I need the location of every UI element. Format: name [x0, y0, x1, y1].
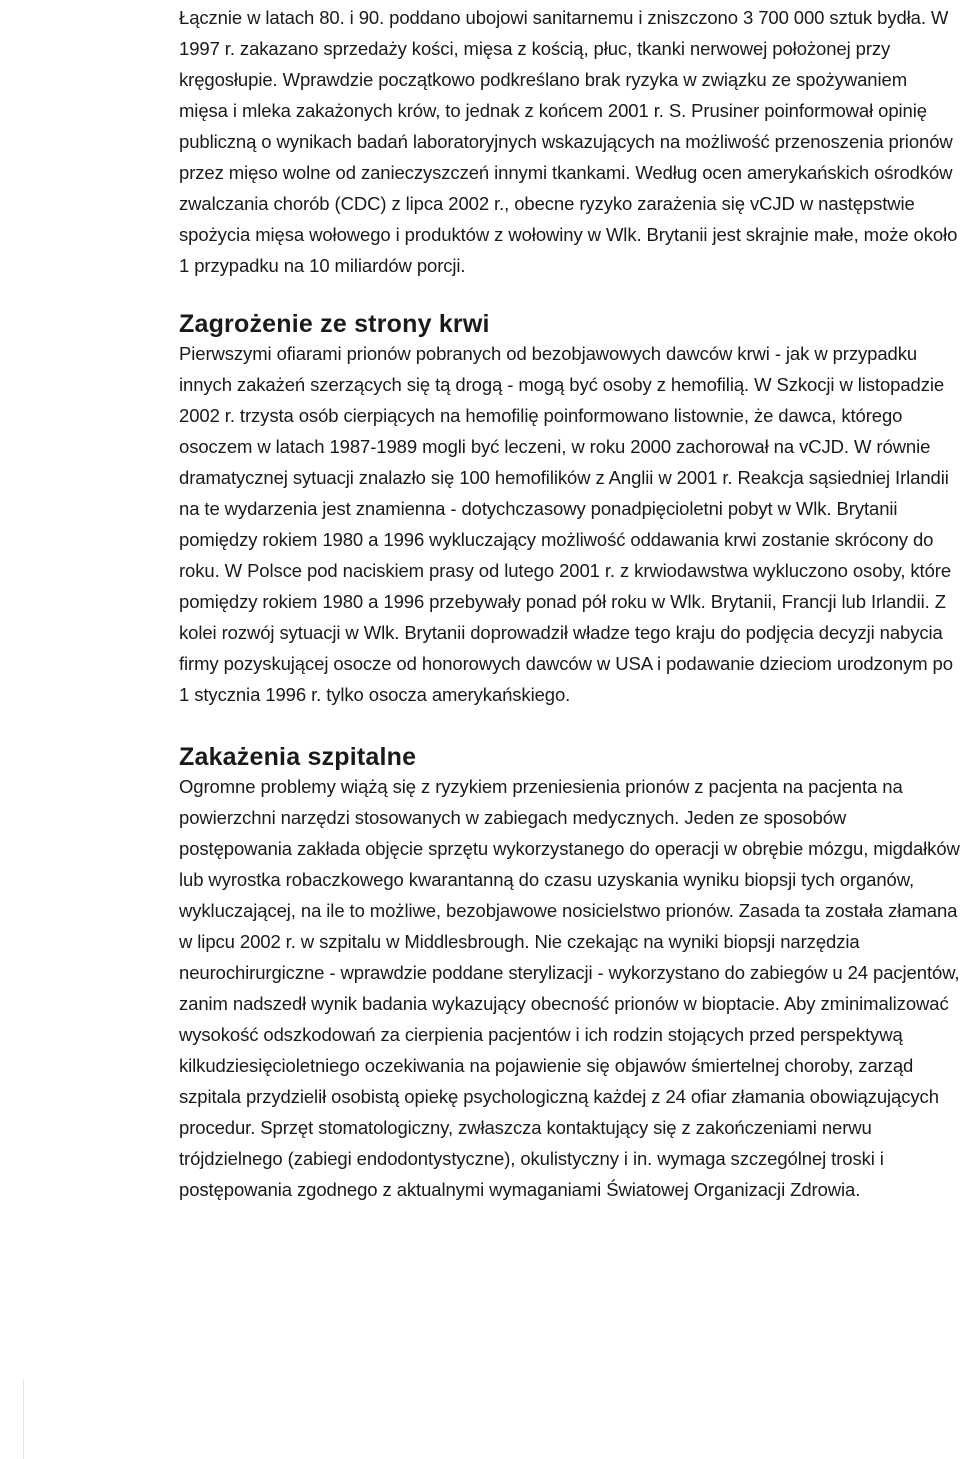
intro-paragraph: Łącznie w latach 80. i 90. poddano ubojowi sanitarnemu i zniszczono 3 700 000 sztuk bydła. W 1997 r. zakazano sprzedaży kości, mięsa z kością, płuc, tkanki nerwowej położonej przy kręgosłupie. Wprawdzie początkowo podkreślano brak ryzyka w związku ze spożywaniem mięsa i mleka zakażonych krów, to jednak z końcem 2001 r. S. Prusiner poinformował opinię publiczną o wynikach badań laboratoryjnych wskazujących na możliwość przenoszenia prionów przez mięso wolne od zanieczyszczeń innymi tkankami. Według ocen amerykańskich ośrodków zwalczania chorób (CDC) z lipca 2002 r., obecne ryzyko zarażenia się vCJD w następstwie spożycia mięsa wołowego i produktów z wołowiny w Wlk. Brytanii jest skrajnie małe, może około 1 przypadku na 10 miliardów porcji. — [179, 7, 958, 276]
blood-risk-paragraph: Pierwszymi ofiarami prionów pobranych od bezobjawowych dawców krwi - jak w przypadku innych zakażeń szerzących się tą drogą - mogą być osoby z hemofilią. W Szkocji w listopadzie 2002 r. trzysta osób cierpiących na hemofilię poinformowano listownie, że dawca, którego osoczem w latach 1987-1989 mogli być leczeni, w roku 2000 zachorował na vCJD. W równie dramatycznej sytuacji znalazło się 100 hemofilików z Anglii w 2001 r. Reakcja sąsiedniej Irlandii na te wydarzenia jest znamienna - dotychczasowy ponadpięcioletni pobyt w Wlk. Brytanii pomiędzy rokiem 1980 a 1996 wykluczający możliwość oddawania krwi zostanie skrócony do roku. W Polsce pod naciskiem prasy od lutego 2001 r. z krwiodawstwa wykluczono osoby, które pomiędzy rokiem 1980 a 1996 przebywały ponad pół roku w Wlk. Brytanii, Francji lub Irlandii. Z kolei rozwój sytuacji w Wlk. Brytanii doprowadził władze tego kraju do podjęcia decyzji nabycia firmy pozyskującej osocze od honorowych dawców w USA i podawanie dzieciom urodzonym po 1 stycznia 1996 r. tylko osocza amerykańskiego. — [179, 343, 953, 705]
page-edge-divider — [23, 1380, 24, 1459]
section-heading-blood-risk: Zagrożenie ze strony krwi — [179, 310, 490, 338]
section-heading-hospital-infections: Zakażenia szpitalne — [179, 743, 417, 771]
hospital-infections-paragraph: Ogromne problemy wiążą się z ryzykiem przeniesienia prionów z pacjenta na pacjenta na powierzchni narzędzi stosowanych w zabiegach medycznych. Jeden ze sposobów postępowania zakłada objęcie sprzętu wykorzystanego do operacji w obrębie mózgu, migdałków lub wyrostka robaczkowego kwarantanną do czasu uzyskania wyniku biopsji tych organów, wykluczającej, na ile to możliwe, bezobjawowe nosicielstwo prionów. Zasada ta została złamana w lipcu 2002 r. w szpitalu w Middlesbrough. Nie czekając na wyniki biopsji narzędzia neurochirurgiczne - wprawdzie poddane sterylizacji - wykorzystano do zabiegów u 24 pacjentów, zanim nadszedł wynik badania wykazujący obecność prionów w bioptacie. Aby zminimalizować wysokość odszkodowań za cierpienia pacjentów i ich rodzin stojących przed perspektywą kilkudziesięcioletniego oczekiwania na pojawienie się objawów śmiertelnej choroby, zarząd szpitala przydzielił osobistą opiekę psychologiczną każdej z 24 ofiar złamania obowiązujących procedur. Sprzęt stomatologiczny, zwłaszcza kontaktujący się z zakończeniami nerwu trójdzielnego (zabiegi endodontystyczne), okulistyczny i in. wymaga szczególnej troski i postępowania zgodnego z aktualnymi wymaganiami Światowej Organizacji Zdrowia. — [179, 776, 960, 1200]
document-page — [179, 0, 960, 1205]
